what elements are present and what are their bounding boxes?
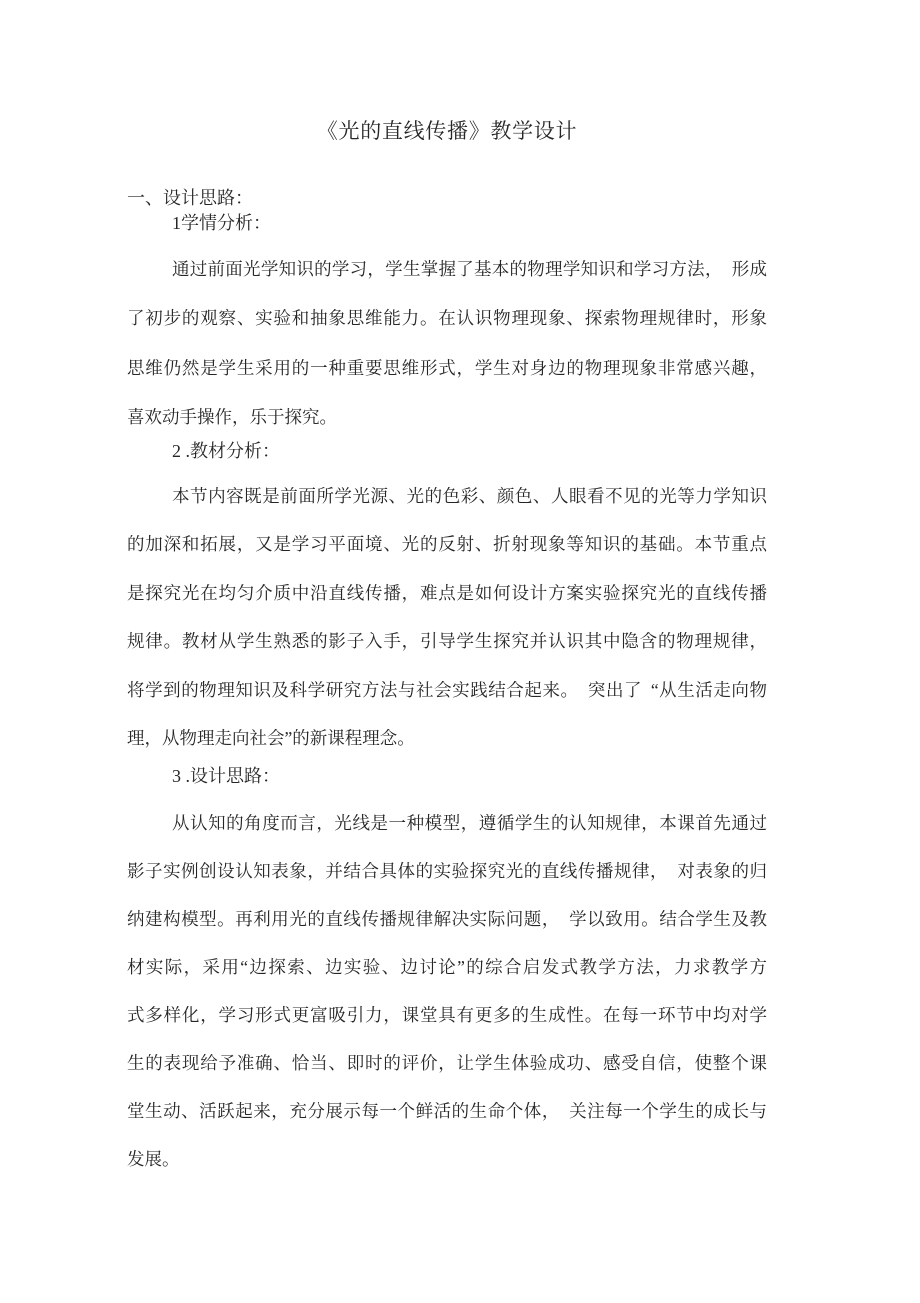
- paragraph-line: 思维仍然是学生采用的一种重要思维形式，学生对身边的物理现象非常感兴趣，: [127, 357, 767, 378]
- paragraph-line: 纳建构模型。再利用光的直线传播规律解决实际问题， 学以致用。结合学生及教: [127, 909, 767, 929]
- paragraph-line: 发展。: [127, 1149, 180, 1169]
- paragraph-line: 是探究光在均匀介质中沿直线传播，难点是如何设计方案实验探究光的直线传播: [127, 582, 767, 603]
- paragraph-line: 的加深和拓展，又是学习平面境、光的反射、折射现象等知识的基础。本节重点: [127, 534, 767, 555]
- subheading-textbook-analysis: 2 .教材分析：: [172, 441, 280, 461]
- paragraph-line: 规律。教材从学生熟悉的影子入手，引导学生探究并认识其中隐含的物理规律，: [127, 631, 767, 652]
- paragraph-textbook-analysis: [127, 472, 767, 762]
- paragraph-line: 本节内容既是前面所学光源、光的色彩、颜色、人眼看不见的光等力学知识: [172, 486, 767, 506]
- heading-design-approach-section: 一、设计思路：: [127, 188, 253, 208]
- paragraph-line: 通过前面光学知识的学习，学生掌握了基本的物理学知识和学习方法， 形成: [172, 259, 767, 279]
- paragraph-line: 生的表现给予准确、恰当、即时的评价，让学生体验成功、感受自信，使整个课: [127, 1053, 767, 1073]
- paragraph-line: 了初步的观察、实验和抽象思维能力。在认识物理现象、探索物理规律时，形象: [127, 308, 767, 329]
- document-title: 《光的直线传播》教学设计: [316, 119, 578, 143]
- paragraph-learner-analysis: [127, 245, 767, 442]
- paragraph-line: 材实际，采用“边探索、边实验、边讨论”的综合启发式教学方法，力求教学方: [127, 957, 767, 977]
- paragraph-line: 堂生动、活跃起来，充分展示每一个鲜活的生命个体， 关注每一个学生的成长与: [127, 1101, 767, 1121]
- paragraph-line: 从认知的角度而言，光线是一种模型，遵循学生的认知规律，本课首先通过: [172, 813, 767, 833]
- paragraph-line: 喜欢动手操作，乐于探究。: [127, 406, 337, 427]
- subheading-design-ideas: 3 .设计思路：: [172, 766, 280, 786]
- paragraph-design-ideas: [127, 799, 767, 1183]
- subheading-learner-analysis: 1学情分析：: [172, 213, 271, 233]
- paragraph-line: 影子实例创设认知表象，并结合具体的实验探究光的直线传播规律， 对表象的归: [127, 861, 767, 881]
- paragraph-line: 将学到的物理知识及科学研究方法与社会实践结合起来。 突出了 “从生活走向物: [127, 679, 767, 700]
- paragraph-line: 理，从物理走向社会”的新课程理念。: [127, 727, 415, 748]
- paragraph-line: 式多样化，学习形式更富吸引力，课堂具有更多的生成性。在每一环节中均对学: [127, 1005, 767, 1025]
